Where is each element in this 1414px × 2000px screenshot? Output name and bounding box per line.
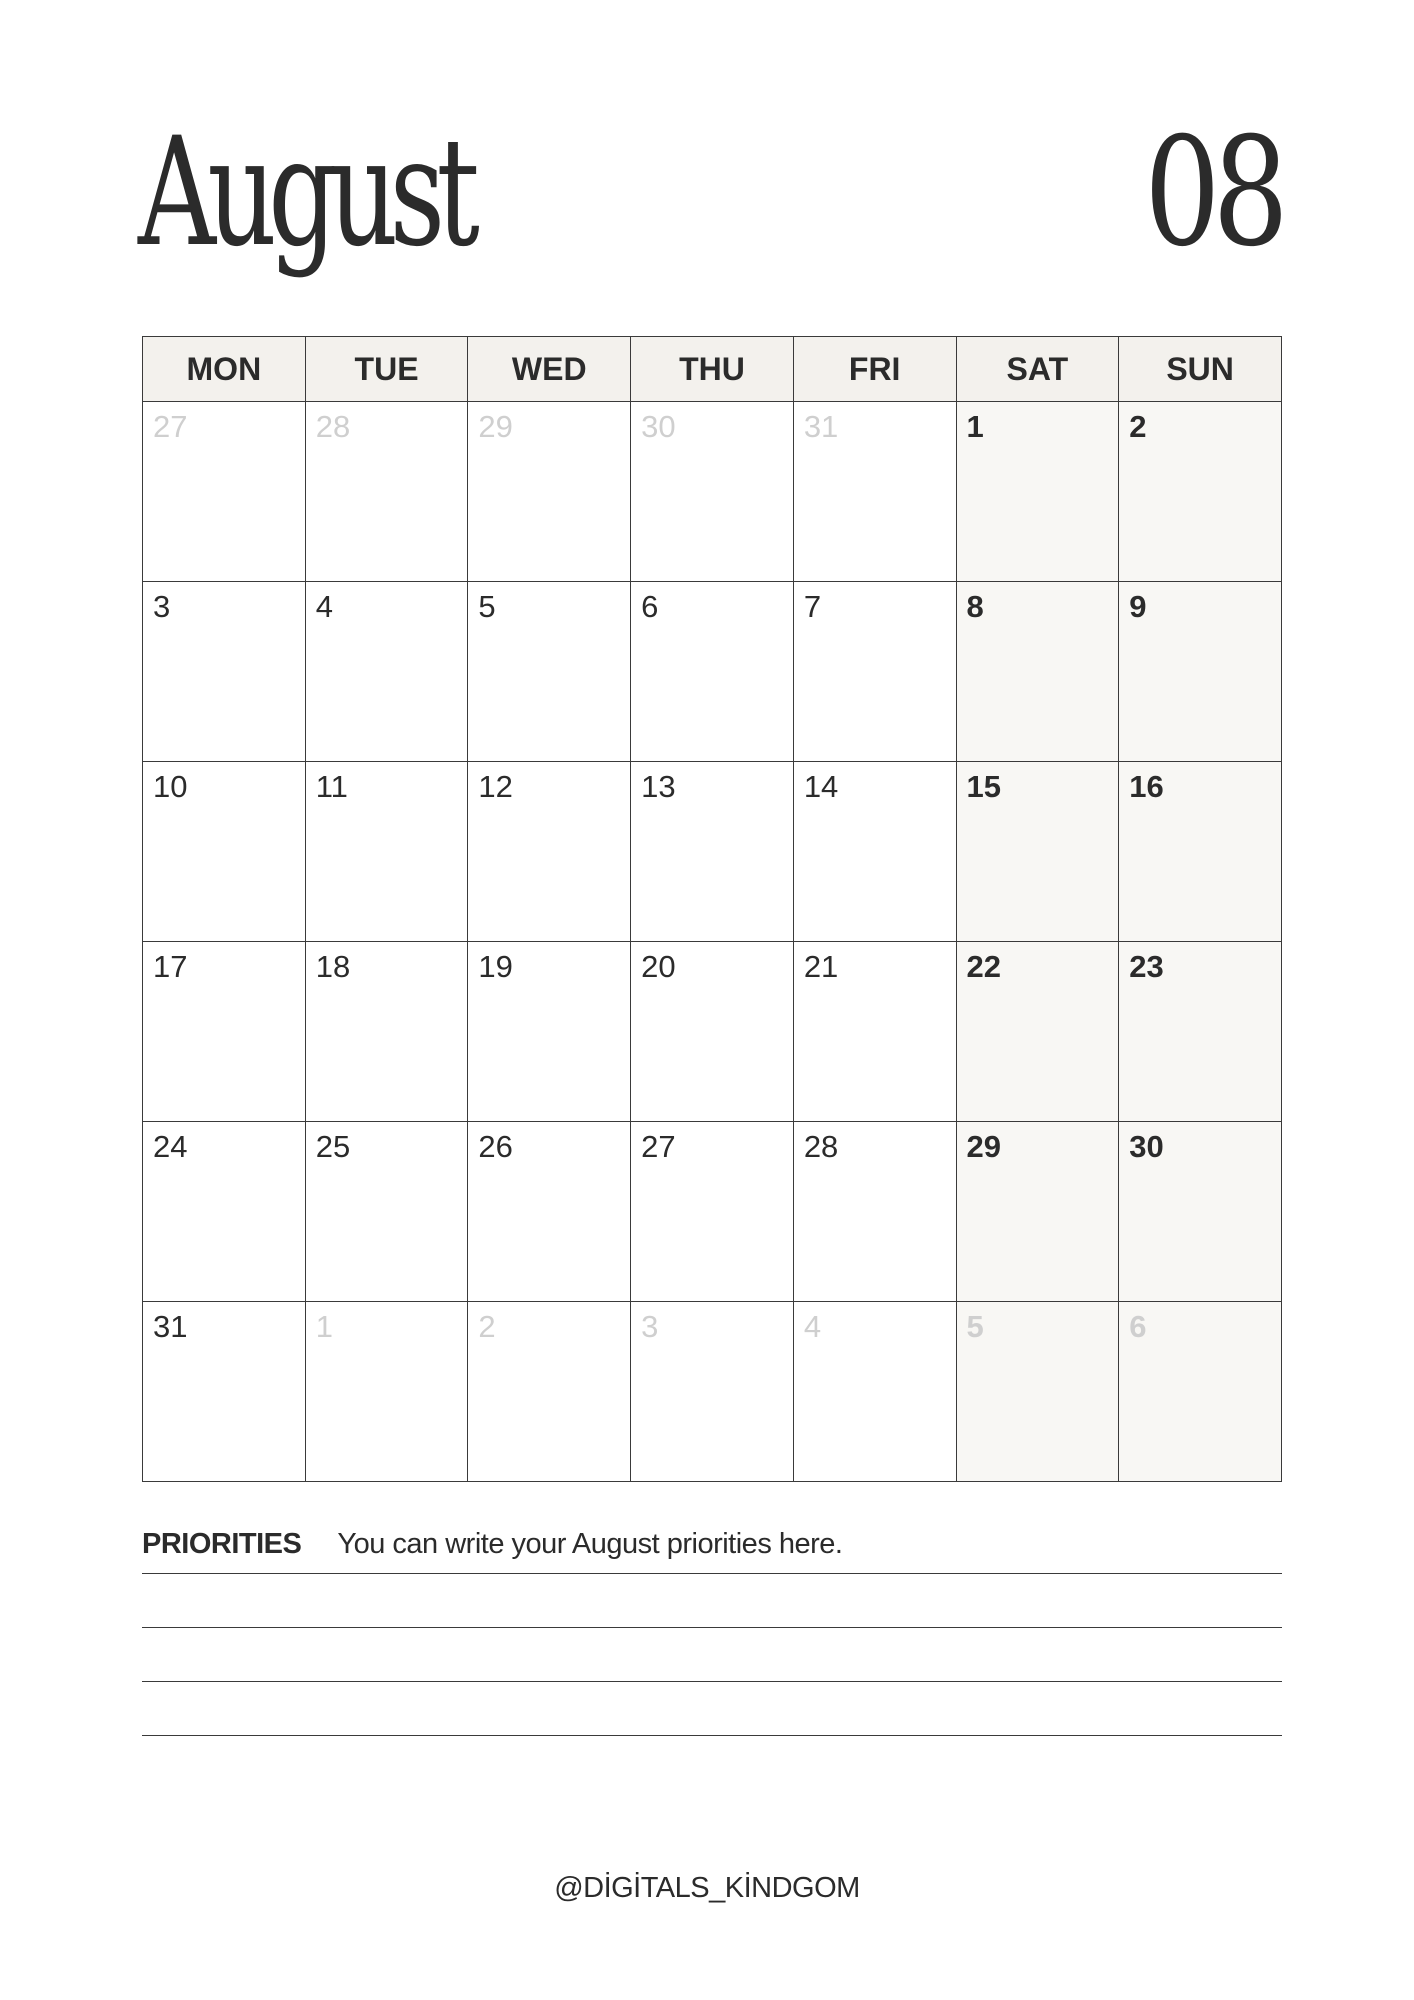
priorities-label: PRIORITIES xyxy=(142,1528,302,1560)
day-cell[interactable] xyxy=(793,942,956,1122)
day-cell[interactable] xyxy=(631,942,794,1122)
day-cell[interactable] xyxy=(631,402,794,582)
day-number: 22 xyxy=(966,949,1001,984)
weekday-header: MON xyxy=(143,337,306,402)
week-row xyxy=(143,762,1282,942)
day-number: 24 xyxy=(153,1129,188,1164)
day-cell[interactable] xyxy=(631,582,794,762)
day-cell[interactable] xyxy=(1119,1122,1282,1302)
week-row xyxy=(143,1122,1282,1302)
day-number: 25 xyxy=(315,1129,351,1164)
day-number: 2 xyxy=(1129,409,1147,444)
day-number: 4 xyxy=(803,1309,822,1344)
day-cell[interactable] xyxy=(956,582,1119,762)
day-cell[interactable] xyxy=(793,1122,956,1302)
day-number: 6 xyxy=(1129,1309,1147,1344)
priorities-section xyxy=(142,1528,1282,1561)
day-number: 31 xyxy=(803,409,839,444)
month-number: 08 xyxy=(1144,106,1281,280)
day-cell[interactable] xyxy=(631,1122,794,1302)
day-cell[interactable] xyxy=(631,762,794,942)
week-row xyxy=(143,582,1282,762)
day-number: 30 xyxy=(641,409,676,444)
day-number: 28 xyxy=(803,1129,839,1164)
day-number: 29 xyxy=(478,409,513,444)
day-cell[interactable] xyxy=(143,942,306,1122)
day-cell[interactable] xyxy=(143,1122,306,1302)
day-number: 30 xyxy=(1129,1129,1164,1164)
month-title: August xyxy=(138,106,472,280)
week-row xyxy=(143,402,1282,582)
weekday-header: WED xyxy=(468,337,631,402)
day-cell[interactable] xyxy=(1119,1302,1282,1482)
day-cell[interactable] xyxy=(468,942,631,1122)
day-number: 15 xyxy=(966,769,1001,804)
day-number: 11 xyxy=(315,769,348,804)
day-cell[interactable] xyxy=(143,1302,306,1482)
day-cell[interactable] xyxy=(305,582,468,762)
day-number: 3 xyxy=(641,1309,659,1344)
day-number: 19 xyxy=(478,949,513,984)
day-number: 5 xyxy=(478,589,496,624)
day-number: 1 xyxy=(966,409,984,444)
day-number: 23 xyxy=(1129,949,1164,984)
weekday-header: THU xyxy=(631,337,794,402)
day-number: 10 xyxy=(153,769,188,804)
day-number: 28 xyxy=(315,409,351,444)
day-cell[interactable] xyxy=(305,942,468,1122)
day-cell[interactable] xyxy=(143,762,306,942)
day-number: 29 xyxy=(966,1129,1001,1164)
day-cell[interactable] xyxy=(1119,942,1282,1122)
day-cell[interactable] xyxy=(468,762,631,942)
day-cell[interactable] xyxy=(305,1122,468,1302)
day-cell[interactable] xyxy=(956,1122,1119,1302)
day-number: 2 xyxy=(478,1309,496,1344)
day-cell[interactable] xyxy=(468,582,631,762)
day-cell[interactable] xyxy=(631,1302,794,1482)
day-number: 8 xyxy=(966,589,984,624)
priority-line[interactable] xyxy=(142,1735,1282,1736)
day-number: 14 xyxy=(803,769,839,804)
day-cell[interactable] xyxy=(305,762,468,942)
priority-line[interactable] xyxy=(142,1627,1282,1628)
priority-line[interactable] xyxy=(142,1681,1282,1682)
weekday-header: FRI xyxy=(793,337,956,402)
day-number: 5 xyxy=(966,1309,984,1344)
day-cell[interactable] xyxy=(468,402,631,582)
day-number: 27 xyxy=(641,1129,676,1164)
weekday-header: TUE xyxy=(305,337,468,402)
day-number: 4 xyxy=(315,589,333,624)
week-row xyxy=(143,1302,1282,1482)
day-number: 31 xyxy=(153,1309,188,1344)
day-number: 21 xyxy=(803,949,839,984)
day-cell[interactable] xyxy=(1119,762,1282,942)
weekday-header-row xyxy=(143,337,1282,402)
priorities-hint: You can write your August priorities here. xyxy=(337,1528,843,1560)
day-number: 9 xyxy=(1129,589,1147,624)
day-cell[interactable] xyxy=(793,582,956,762)
day-number: 7 xyxy=(803,589,822,624)
weekday-header: SAT xyxy=(956,337,1119,402)
day-number: 6 xyxy=(641,589,659,624)
weekday-header: SUN xyxy=(1119,337,1282,402)
footer-handle: @DİGİTALS_KİNDGOM xyxy=(554,1872,860,1904)
day-cell[interactable] xyxy=(1119,582,1282,762)
day-cell[interactable] xyxy=(305,1302,468,1482)
day-number: 26 xyxy=(478,1129,513,1164)
day-cell[interactable] xyxy=(956,942,1119,1122)
day-cell[interactable] xyxy=(1119,402,1282,582)
day-cell[interactable] xyxy=(793,1302,956,1482)
day-cell[interactable] xyxy=(143,402,306,582)
day-cell[interactable] xyxy=(305,402,468,582)
day-cell[interactable] xyxy=(468,1302,631,1482)
day-number: 1 xyxy=(315,1309,333,1344)
day-cell[interactable] xyxy=(793,762,956,942)
week-row xyxy=(143,942,1282,1122)
calendar-grid xyxy=(142,336,1282,1482)
day-number: 17 xyxy=(153,949,188,984)
day-cell[interactable] xyxy=(956,402,1119,582)
day-number: 20 xyxy=(641,949,676,984)
day-cell[interactable] xyxy=(956,762,1119,942)
day-number: 12 xyxy=(478,769,513,804)
calendar-weeks xyxy=(143,402,1282,1482)
day-number: 3 xyxy=(153,589,171,624)
day-cell[interactable] xyxy=(143,582,306,762)
day-cell[interactable] xyxy=(468,1122,631,1302)
day-cell[interactable] xyxy=(793,402,956,582)
day-number: 16 xyxy=(1129,769,1164,804)
day-number: 18 xyxy=(315,949,351,984)
day-cell[interactable] xyxy=(956,1302,1119,1482)
priority-line[interactable] xyxy=(142,1573,1282,1574)
day-number: 13 xyxy=(641,769,676,804)
day-number: 27 xyxy=(153,409,188,444)
